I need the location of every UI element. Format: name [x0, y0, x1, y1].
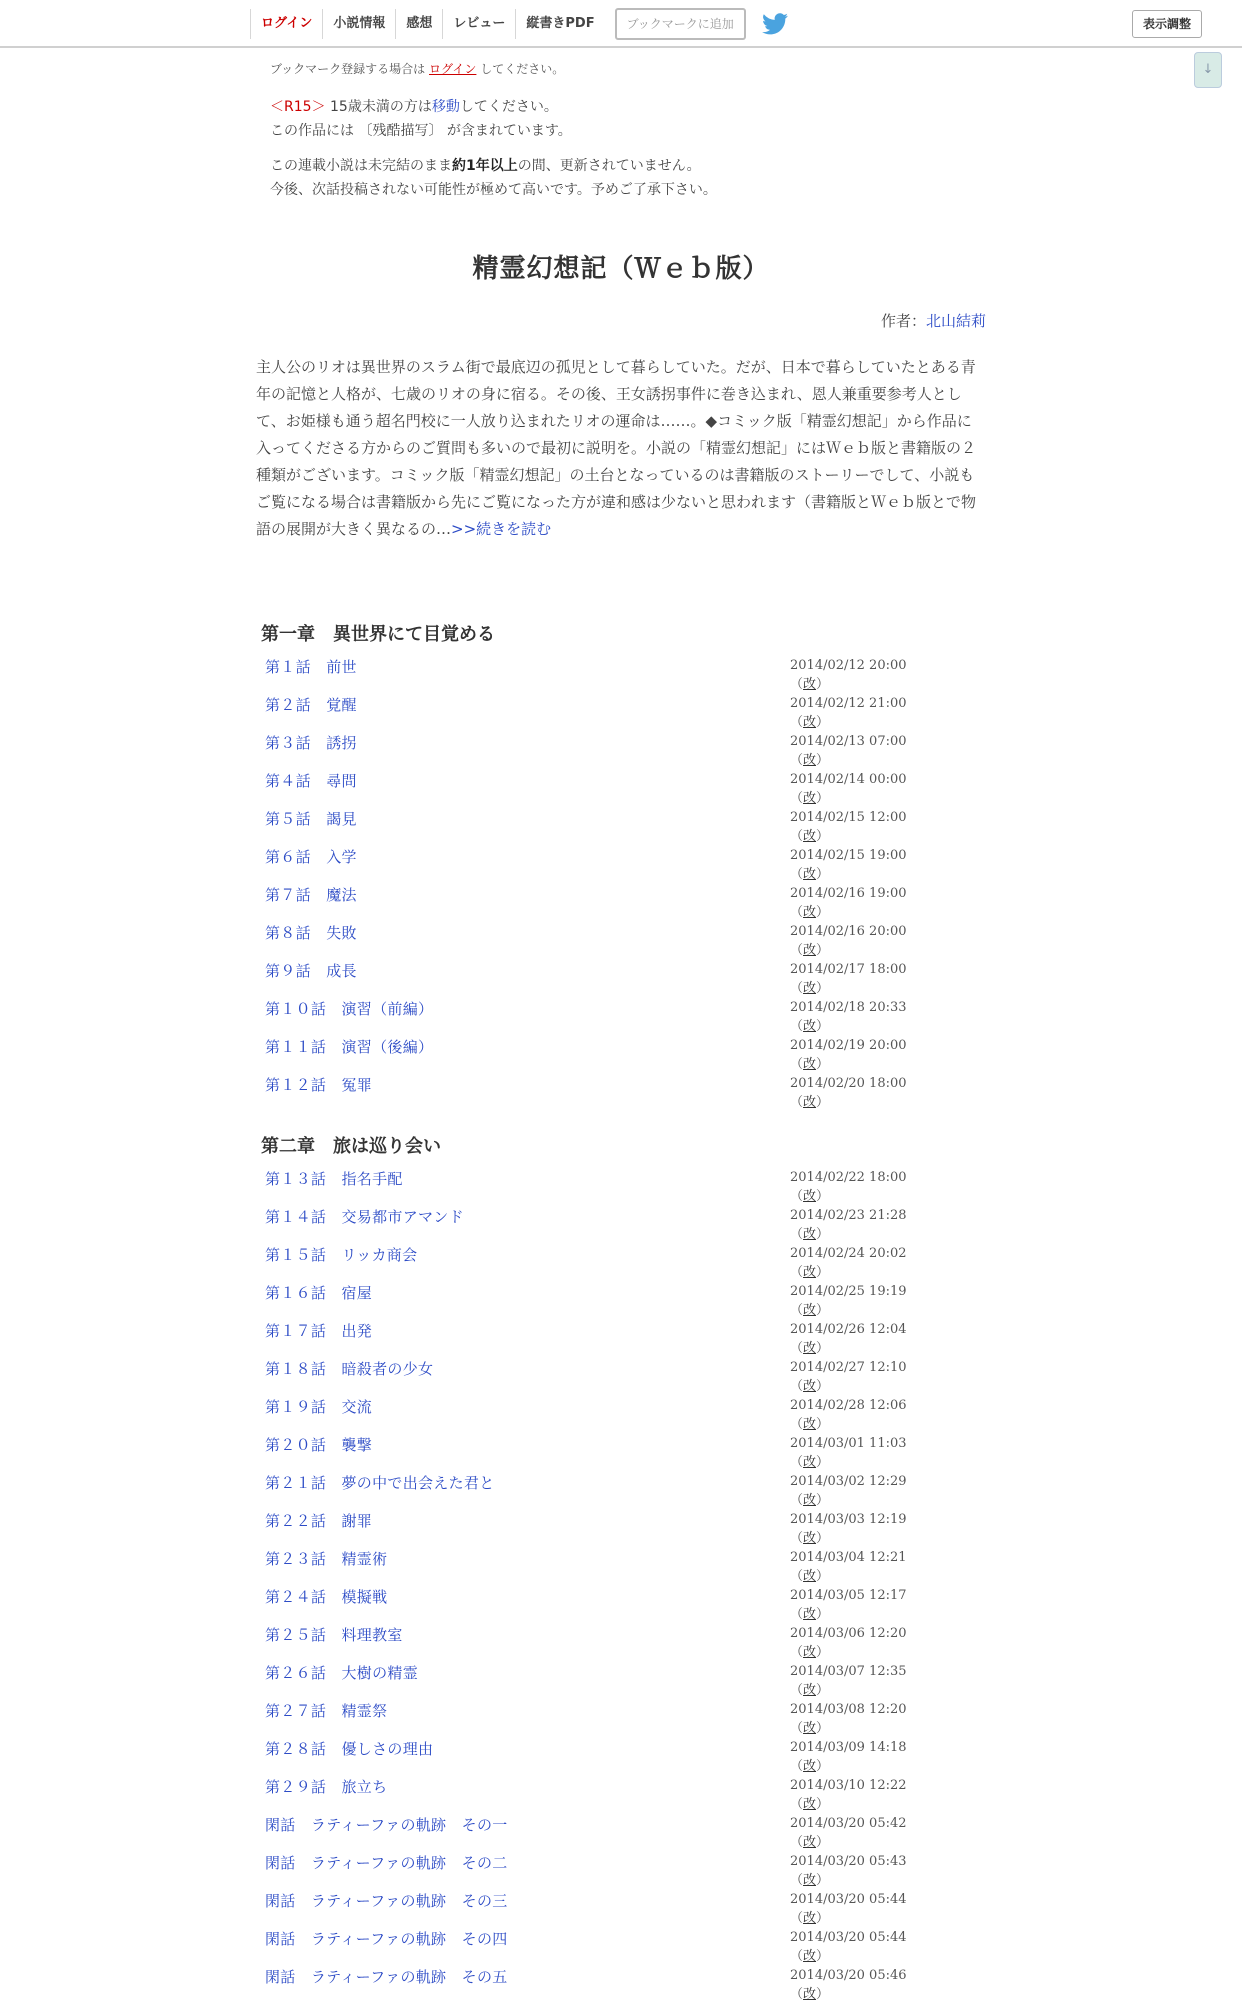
episode-link[interactable]: 第７話 魔法 [265, 886, 357, 904]
episode-date-text: 2014/03/04 12:21 [790, 1550, 907, 1565]
revision-mark[interactable]: 改 [803, 1911, 817, 1926]
episode-date-text: 2014/02/26 12:04 [790, 1322, 907, 1337]
revision-mark[interactable]: 改 [803, 1607, 817, 1622]
episode-row [265, 1036, 925, 1074]
episode-link[interactable]: 第２２話 謝罪 [265, 1512, 373, 1530]
episode-date: 2014/02/23 21:28（改） [790, 1208, 907, 1242]
nav-login-link[interactable]: ログイン [250, 9, 323, 39]
episode-date-text: 2014/02/14 00:00 [790, 772, 907, 787]
episode-link[interactable]: 第８話 失敗 [265, 924, 357, 942]
revision-mark[interactable]: 改 [803, 829, 817, 844]
episode-date: 2014/03/20 05:44（改） [790, 1892, 907, 1926]
episode-row [265, 1206, 925, 1244]
episode-link[interactable]: 第３話 誘拐 [265, 734, 357, 752]
episode-date: 2014/02/20 18:00（改） [790, 1076, 907, 1110]
episode-date-text: 2014/02/20 18:00 [790, 1076, 907, 1091]
episode-row [265, 732, 925, 770]
episode-row [265, 1074, 925, 1112]
episode-date-text: 2014/02/25 19:19 [790, 1284, 907, 1299]
episode-date: 2014/02/22 18:00（改） [790, 1170, 907, 1204]
episode-date: 2014/02/24 20:02（改） [790, 1246, 907, 1280]
revision-mark[interactable]: 改 [803, 1493, 817, 1508]
episode-date: 2014/02/12 20:00（改） [790, 658, 907, 692]
revision-mark[interactable]: 改 [803, 1189, 817, 1204]
episode-date-text: 2014/02/27 12:10 [790, 1360, 907, 1375]
episode-date-text: 2014/02/17 18:00 [790, 962, 907, 977]
hiatus-line2: 今後、次話投稿されない可能性が極めて高いです。予めご了承下さい。 [270, 182, 717, 198]
read-more-link[interactable]: >>続きを読む [451, 520, 552, 538]
episode-row [265, 808, 925, 846]
episode-link[interactable]: 第２０話 襲撃 [265, 1436, 373, 1454]
episode-row [265, 998, 925, 1036]
episode-link[interactable]: 第６話 入学 [265, 848, 357, 866]
episode-row [265, 884, 925, 922]
nav-novel-info-link[interactable]: 小説情報 [323, 9, 396, 39]
episode-date: 2014/03/03 12:19（改） [790, 1512, 907, 1546]
nav-vertical-pdf-link[interactable]: 縦書きPDF [526, 16, 595, 31]
revision-mark[interactable]: 改 [803, 1759, 817, 1774]
revision-mark[interactable]: 改 [803, 1303, 817, 1318]
episode-link[interactable]: 第２５話 料理教室 [265, 1626, 403, 1644]
episode-row [265, 1966, 925, 2004]
episode-row [265, 1852, 925, 1890]
episode-row [265, 1244, 925, 1282]
episode-date: 2014/02/28 12:06（改） [790, 1398, 907, 1432]
revision-mark[interactable]: 改 [803, 791, 817, 806]
bookmark-login-link[interactable]: ログイン [429, 62, 477, 76]
episode-row [265, 1320, 925, 1358]
episode-date: 2014/02/16 19:00（改） [790, 886, 907, 920]
revision-mark[interactable]: 改 [803, 677, 817, 692]
author-link[interactable]: 北山結莉 [925, 312, 986, 330]
episode-date-text: 2014/03/20 05:44 [790, 1930, 907, 1945]
episode-date: 2014/02/15 12:00（改） [790, 810, 907, 844]
revision-mark[interactable]: 改 [803, 1987, 817, 2002]
episode-row [265, 1814, 925, 1852]
episode-row [265, 1434, 925, 1472]
episode-date: 2014/02/14 00:00（改） [790, 772, 907, 806]
episode-date: 2014/03/20 05:46（改） [790, 1968, 907, 2002]
episode-date-text: 2014/02/16 19:00 [790, 886, 907, 901]
episode-row [265, 1168, 925, 1206]
hiatus-notice [270, 154, 717, 202]
episode-link[interactable]: 第１７話 出発 [265, 1322, 373, 1340]
episode-row [265, 1738, 925, 1776]
episode-link[interactable]: 第１９話 交流 [265, 1398, 373, 1416]
episode-date-text: 2014/02/16 20:00 [790, 924, 907, 939]
episode-date: 2014/03/05 12:17（改） [790, 1588, 907, 1622]
revision-mark[interactable]: 改 [803, 1531, 817, 1546]
revision-mark[interactable]: 改 [803, 753, 817, 768]
episode-link[interactable]: 第１１話 演習（後編） [265, 1038, 434, 1056]
episode-link[interactable]: 第２７話 精霊祭 [265, 1702, 388, 1720]
episode-date: 2014/03/20 05:44（改） [790, 1930, 907, 1964]
episode-date: 2014/03/20 05:43（改） [790, 1854, 907, 1888]
episode-row [265, 960, 925, 998]
episode-date-text: 2014/02/19 20:00 [790, 1038, 907, 1053]
episode-link[interactable]: 第２８話 優しさの理由 [265, 1740, 434, 1758]
revision-mark[interactable]: 改 [803, 867, 817, 882]
bookmark-notice-pre: ブックマーク登録する場合は [270, 62, 426, 76]
revision-mark[interactable]: 改 [803, 1683, 817, 1698]
episode-date: 2014/02/15 19:00（改） [790, 848, 907, 882]
episode-link[interactable]: 第２４話 模擬戦 [265, 1588, 388, 1606]
display-settings-button[interactable]: 表示調整 [1132, 10, 1202, 38]
episode-row [265, 1624, 925, 1662]
episode-link[interactable]: 第５話 謁見 [265, 810, 357, 828]
revision-mark[interactable]: 改 [803, 905, 817, 920]
hiatus-pre: この連載小説は未完結のまま [270, 158, 452, 174]
episode-link[interactable]: 第１５話 リッカ商会 [265, 1246, 418, 1264]
episode-date-text: 2014/03/09 14:18 [790, 1740, 907, 1755]
episode-date-text: 2014/02/15 12:00 [790, 810, 907, 825]
episode-row [265, 1662, 925, 1700]
episode-date: 2014/02/26 12:04（改） [790, 1322, 907, 1356]
episode-link[interactable]: 第２６話 大樹の精霊 [265, 1664, 419, 1682]
episode-date: 2014/03/08 12:20（改） [790, 1702, 907, 1736]
episode-date: 2014/03/01 11:03（改） [790, 1436, 907, 1470]
episode-date-text: 2014/03/20 05:42 [790, 1816, 907, 1831]
episode-date-text: 2014/03/20 05:43 [790, 1854, 907, 1869]
episode-row [265, 1472, 925, 1510]
episode-date: 2014/03/07 12:35（改） [790, 1664, 907, 1698]
summary-text: 主人公のリオは異世界のスラム街で最底辺の孤児として暮らしていた。だが、日本で暮らしていたとある青年の記憶と人格が、七歳のリオの身に宿る。その後、王女誘拐事件に巻き込まれ、恩人兼重要参考人として、お姫様も通う超名門校に一人放り込まれたリオの運命は……。◆コミック版「精霊幻想記」から作品に入ってくださる方からのご質問も多いので最初に説明を。小説の「精霊幻想記」にはＷｅｂ版と書籍版の２種類がございます。コミック版「精霊幻想記」の土台となっているのは書籍版のストーリーでして、小説もご覧になる場合は書籍版から先にご覧になった方が違和感は少ないと思われます（書籍版とＷｅｂ版とで物語の展開が大きく異なるの… [256, 358, 977, 538]
episode-date-text: 2014/03/20 05:44 [790, 1892, 907, 1907]
r15-move-link[interactable]: 移動 [431, 99, 460, 115]
revision-mark[interactable]: 改 [803, 1019, 817, 1034]
episode-date: 2014/03/06 12:20（改） [790, 1626, 907, 1660]
chapter-title: 第二章 旅は巡り会い [261, 1136, 441, 1157]
revision-mark[interactable]: 改 [803, 1265, 817, 1280]
episode-date: 2014/02/13 07:00（改） [790, 734, 907, 768]
revision-mark[interactable]: 改 [803, 715, 817, 730]
episode-link[interactable]: 第２３話 精霊術 [265, 1550, 388, 1568]
episode-date: 2014/03/20 05:42（改） [790, 1816, 907, 1850]
episode-row [265, 1396, 925, 1434]
hiatus-post: の間、更新されていません。 [517, 158, 701, 174]
revision-mark[interactable]: 改 [803, 1095, 817, 1110]
episode-date: 2014/02/27 12:10（改） [790, 1360, 907, 1394]
episode-link[interactable]: 第２１話 夢の中で出会えた君と [265, 1474, 495, 1492]
episode-link[interactable]: 閑話 ラティーファの軌跡 その一 [265, 1816, 508, 1834]
episode-date-text: 2014/02/24 20:02 [790, 1246, 907, 1261]
r15-notice [270, 95, 572, 143]
bookmark-login-notice [270, 60, 564, 77]
episode-date-text: 2014/02/18 20:33 [790, 1000, 907, 1015]
content-warning: この作品には 〔残酷描写〕 が含まれています。 [270, 123, 572, 139]
episode-date-text: 2014/03/07 12:35 [790, 1664, 907, 1679]
revision-mark[interactable]: 改 [803, 1721, 817, 1736]
nav-review-link[interactable]: レビュー [443, 9, 516, 39]
revision-mark[interactable]: 改 [803, 1873, 817, 1888]
episode-link[interactable]: 閑話 ラティーファの軌跡 その二 [265, 1854, 508, 1872]
top-navigation-bar [0, 0, 1242, 48]
scroll-down-button[interactable]: ↓ [1194, 52, 1222, 88]
main-nav [250, 9, 788, 39]
episode-date-text: 2014/03/20 05:46 [790, 1968, 907, 1983]
revision-mark[interactable]: 改 [803, 1835, 817, 1850]
revision-mark[interactable]: 改 [803, 943, 817, 958]
episode-date-text: 2014/03/03 12:19 [790, 1512, 907, 1527]
episode-date: 2014/03/10 12:22（改） [790, 1778, 907, 1812]
author-label: 作者： [880, 312, 926, 330]
novel-summary [256, 354, 984, 543]
episode-date-text: 2014/02/23 21:28 [790, 1208, 907, 1223]
episode-date-text: 2014/02/15 19:00 [790, 848, 907, 863]
episode-link[interactable]: 第２話 覚醒 [265, 696, 357, 714]
episode-row [265, 922, 925, 960]
episode-date: 2014/02/16 20:00（改） [790, 924, 907, 958]
episode-date: 2014/03/04 12:21（改） [790, 1550, 907, 1584]
episode-date-text: 2014/02/13 07:00 [790, 734, 907, 749]
episode-row [265, 1548, 925, 1586]
episode-date: 2014/02/25 19:19（改） [790, 1284, 907, 1318]
episode-row [265, 1282, 925, 1320]
revision-mark[interactable]: 改 [803, 1455, 817, 1470]
episode-link[interactable]: 第１８話 暗殺者の少女 [265, 1360, 434, 1378]
episode-row [265, 1510, 925, 1548]
episode-date: 2014/02/19 20:00（改） [790, 1038, 907, 1072]
episode-link[interactable]: 第１４話 交易都市アマンド [265, 1208, 464, 1226]
episode-date-text: 2014/02/12 21:00 [790, 696, 907, 711]
episode-row [265, 1586, 925, 1624]
episode-link[interactable]: 第４話 尋問 [265, 772, 357, 790]
episode-date-text: 2014/03/08 12:20 [790, 1702, 907, 1717]
episode-date-text: 2014/03/05 12:17 [790, 1588, 907, 1603]
author-line [881, 310, 986, 331]
episode-date-text: 2014/02/12 20:00 [790, 658, 907, 673]
episode-link[interactable]: 第１３話 指名手配 [265, 1170, 403, 1188]
revision-mark[interactable]: 改 [803, 1341, 817, 1356]
episode-date: 2014/03/09 14:18（改） [790, 1740, 907, 1774]
revision-mark[interactable]: 改 [803, 1569, 817, 1584]
episode-date-text: 2014/03/02 12:29 [790, 1474, 907, 1489]
revision-mark[interactable]: 改 [803, 1797, 817, 1812]
episode-date-text: 2014/03/10 12:22 [790, 1778, 907, 1793]
episode-link[interactable]: 第１２話 冤罪 [265, 1076, 373, 1094]
episode-row [265, 1358, 925, 1396]
revision-mark[interactable]: 改 [803, 1417, 817, 1432]
episode-date-text: 2014/02/28 12:06 [790, 1398, 907, 1413]
episode-date: 2014/02/12 21:00（改） [790, 696, 907, 730]
episode-date: 2014/02/17 18:00（改） [790, 962, 907, 996]
r15-post: してください。 [459, 99, 558, 115]
nav-impressions-link[interactable]: 感想 [396, 9, 443, 39]
revision-mark[interactable]: 改 [803, 1057, 817, 1072]
hiatus-duration: 約1年以上 [452, 158, 518, 174]
novel-title: 精霊幻想記（Ｗｅｂ版） [472, 254, 770, 284]
episode-row [265, 1928, 925, 1966]
episode-date: 2014/03/02 12:29（改） [790, 1474, 907, 1508]
episode-row [265, 1776, 925, 1814]
revision-mark[interactable]: 改 [803, 981, 817, 996]
episode-link[interactable]: 第９話 成長 [265, 962, 357, 980]
episode-date-text: 2014/03/06 12:20 [790, 1626, 907, 1641]
bookmark-notice-post: してください。 [480, 62, 565, 76]
twitter-icon[interactable] [762, 13, 788, 35]
add-bookmark-button[interactable]: ブックマークに追加 [615, 8, 746, 40]
episode-row [265, 846, 925, 884]
episode-link[interactable]: 第１０話 演習（前編） [265, 1000, 434, 1018]
episode-link[interactable]: 閑話 ラティーファの軌跡 その三 [265, 1892, 508, 1910]
revision-mark[interactable]: 改 [803, 1227, 817, 1242]
episode-date-text: 2014/03/01 11:03 [790, 1436, 907, 1451]
revision-mark[interactable]: 改 [803, 1949, 817, 1964]
episode-row [265, 1700, 925, 1738]
episode-date: 2014/02/18 20:33（改） [790, 1000, 907, 1034]
revision-mark[interactable]: 改 [803, 1645, 817, 1660]
episode-row [265, 694, 925, 732]
episode-row [265, 656, 925, 694]
revision-mark[interactable]: 改 [803, 1379, 817, 1394]
episode-date-text: 2014/02/22 18:00 [790, 1170, 907, 1185]
episode-link[interactable]: 第２９話 旅立ち [265, 1778, 388, 1796]
episode-link[interactable]: 第１６話 宿屋 [265, 1284, 373, 1302]
r15-pre: 15歳未満の方は [330, 99, 432, 115]
episode-link[interactable]: 第１話 前世 [265, 658, 357, 676]
chapter-title: 第一章 異世界にて目覚める [261, 624, 495, 645]
episode-row [265, 1890, 925, 1928]
episode-link[interactable]: 閑話 ラティーファの軌跡 その五 [265, 1968, 508, 1986]
episode-link[interactable]: 閑話 ラティーファの軌跡 その四 [265, 1930, 508, 1948]
r15-tag: ＜R15＞ [270, 99, 326, 115]
episode-row [265, 770, 925, 808]
